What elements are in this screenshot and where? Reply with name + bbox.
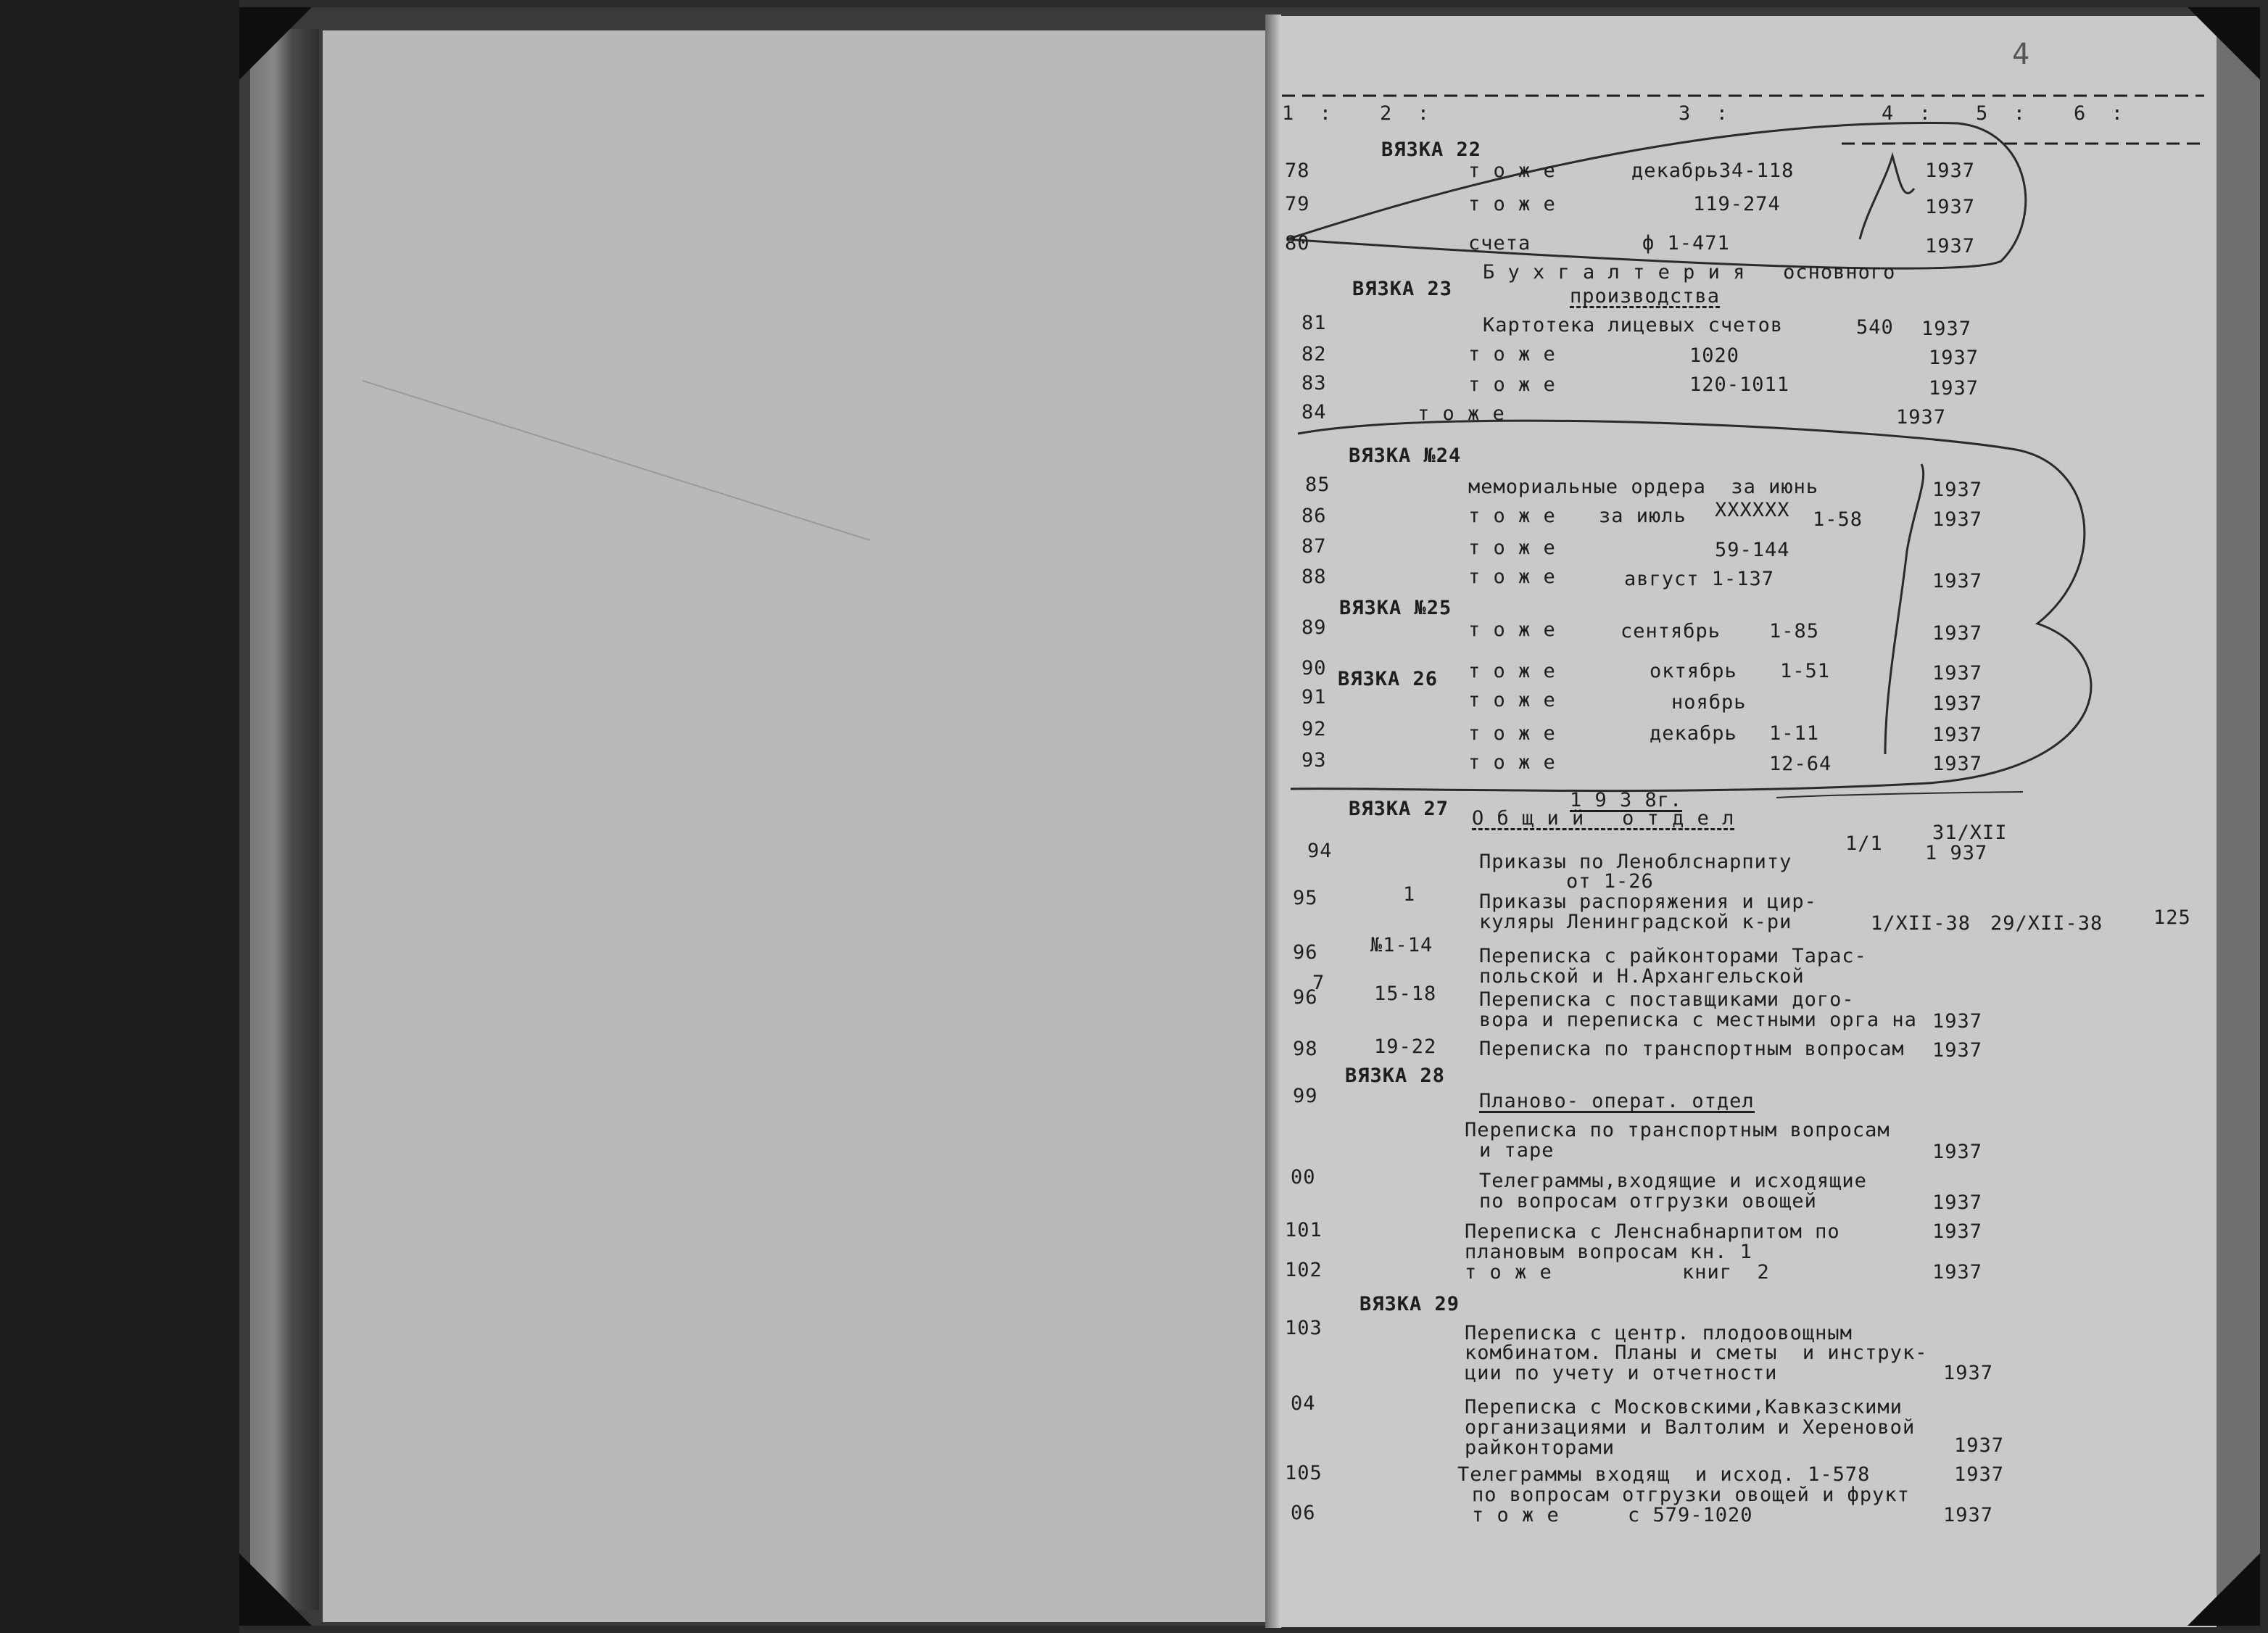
document-text: 1937: [1932, 753, 1983, 775]
document-text: 90: [1301, 657, 1327, 679]
document-text: за июль: [1599, 505, 1686, 527]
document-text: 1937: [1929, 377, 1979, 400]
document-text: Телеграммы входящ и исход. 1-578: [1457, 1463, 1871, 1486]
document-text: 1-58: [1813, 508, 1863, 531]
column-number: 1 :: [1282, 102, 1333, 125]
document-text: т о ж е: [1468, 343, 1556, 365]
document-text: 1937: [1932, 1039, 1983, 1062]
document-text: 1937: [1925, 160, 1976, 182]
document-text: 31/XII: [1932, 822, 2008, 844]
document-text: 1937: [1954, 1434, 2005, 1457]
document-text: 1937: [1932, 1220, 1983, 1243]
document-text: 1020: [1689, 344, 1740, 367]
document-text: 15-18: [1374, 983, 1437, 1005]
document-text: 94: [1307, 840, 1333, 862]
document-text: 1937: [1932, 622, 1983, 645]
document-text: 1937: [1932, 1010, 1983, 1033]
document-text: по вопросам отгрузки овощей и фрукт: [1472, 1484, 1910, 1506]
document-text: т о ж е: [1468, 660, 1556, 682]
document-text: 1 9 3 8г.: [1570, 789, 1683, 811]
document-text: №1-14: [1370, 934, 1433, 956]
corner-protector-bottom-left: [239, 1553, 312, 1626]
document-text: 81: [1301, 312, 1327, 334]
document-text: 1937: [1921, 318, 1972, 340]
document-text: 120-1011: [1689, 373, 1790, 396]
document-text: 99: [1293, 1085, 1318, 1107]
document-text: ВЯЗКА 29: [1359, 1293, 1460, 1315]
document-text: 125: [2153, 906, 2191, 929]
document-text: ВЯЗКА 22: [1381, 139, 1482, 161]
document-text: 79: [1285, 193, 1310, 215]
document-text: ВЯЗКА 23: [1352, 278, 1453, 300]
document-text: 1 937: [1925, 842, 1988, 864]
document-text: 98: [1293, 1038, 1318, 1060]
document-text: 92: [1301, 718, 1327, 740]
document-text: книг 2: [1682, 1261, 1770, 1283]
document-text: 1-51: [1780, 660, 1831, 682]
document-text: 83: [1301, 372, 1327, 394]
document-text: т о ж е: [1468, 505, 1556, 527]
document-text: комбинатом. Планы и сметы и инструк-: [1465, 1341, 1928, 1364]
document-text: 7: [1312, 972, 1325, 994]
document-text: декабрь34-118: [1631, 160, 1795, 182]
column-number: 6 :: [2074, 102, 2124, 125]
document-text: райконторами: [1465, 1436, 1615, 1459]
document-text: 119-274: [1693, 193, 1781, 215]
document-text: 1/1: [1845, 832, 1883, 855]
document-text: 1937: [1943, 1504, 1994, 1526]
document-text: 1937: [1932, 1191, 1983, 1214]
document-text: от 1-26: [1566, 870, 1654, 893]
left-page-scuff: [363, 381, 870, 540]
document-text: и таре: [1479, 1139, 1555, 1162]
document-text: 96: [1293, 941, 1318, 964]
handwritten-signature-2: [1885, 464, 1924, 754]
document-text: ВЯЗКА 28: [1345, 1064, 1446, 1087]
corner-protector-top-left: [239, 7, 312, 80]
document-text: т о ж е: [1468, 566, 1556, 588]
document-text: 04: [1291, 1392, 1316, 1415]
document-text: 59-144: [1715, 539, 1790, 561]
document-text: 1937: [1925, 235, 1976, 257]
document-text: сентябрь: [1621, 620, 1721, 642]
page-number: 4: [2012, 38, 2031, 71]
document-text: 102: [1285, 1259, 1323, 1281]
document-text: 103: [1285, 1317, 1323, 1339]
document-text: счета: [1468, 232, 1531, 255]
document-text: 1937: [1932, 1261, 1983, 1283]
document-text: т о ж е: [1418, 402, 1505, 425]
document-text: т о ж е: [1468, 160, 1556, 182]
corner-protector-bottom-right: [2188, 1553, 2260, 1626]
document-text: 1937: [1929, 347, 1979, 369]
document-text: 19-22: [1374, 1035, 1437, 1058]
document-text: Б у х г а л т е р и я основного: [1483, 261, 1896, 284]
document-text: т о ж е: [1468, 689, 1556, 711]
document-text: 105: [1285, 1462, 1323, 1484]
document-text: т о ж е: [1472, 1504, 1560, 1526]
document-text: 95: [1293, 887, 1318, 909]
document-text: производства: [1570, 285, 1721, 307]
document-text: 1937: [1932, 724, 1983, 746]
document-text: Переписка с поставщиками дого-: [1479, 988, 1855, 1011]
document-text: плановым вопросам кн. 1: [1465, 1241, 1752, 1263]
document-text: ВЯЗКА 26: [1338, 668, 1439, 690]
document-text: 1937: [1932, 508, 1983, 531]
document-text: 06: [1291, 1502, 1316, 1524]
document-text: мемориальные ордера за июнь: [1468, 476, 1819, 498]
document-text: Приказы распоряжения и цир-: [1479, 890, 1817, 913]
document-text: ции по учету и отчетности: [1465, 1362, 1778, 1384]
document-text: 78: [1285, 160, 1310, 182]
document-text: 91: [1301, 686, 1327, 708]
document-text: вора и переписка с местными орга на: [1479, 1009, 1917, 1031]
corner-protector-top-right: [2188, 7, 2260, 80]
document-text: ноябрь: [1671, 691, 1747, 714]
document-text: 85: [1305, 474, 1330, 496]
document-text: т о ж е: [1468, 537, 1556, 559]
document-text: О б щ и й о т д е л: [1472, 807, 1735, 830]
document-text: ВЯЗКА №25: [1339, 597, 1452, 619]
document-text: 1937: [1932, 479, 1983, 501]
document-text: 1: [1403, 883, 1416, 906]
document-text: ХХХХХХ: [1715, 499, 1790, 521]
document-text: 1937: [1925, 196, 1976, 218]
document-text: 1937: [1932, 1141, 1983, 1163]
document-text: т о ж е: [1465, 1261, 1552, 1283]
document-text: ВЯЗКА 27: [1349, 798, 1449, 820]
document-text: ВЯЗКА №24: [1349, 445, 1462, 467]
document-text: Переписка с Московскими,Кавказскими: [1465, 1396, 1903, 1418]
document-text: 101: [1285, 1219, 1323, 1241]
document-text: 1937: [1954, 1463, 2005, 1486]
document-text: 1937: [1932, 662, 1983, 685]
document-text: т о ж е: [1468, 751, 1556, 774]
document-text: по вопросам отгрузки овощей: [1479, 1190, 1817, 1212]
document-text: Переписка с Ленснабнарпитом по: [1465, 1220, 1840, 1243]
document-text: куляры Ленинградской к-ри: [1479, 911, 1792, 933]
document-text: Картотека лицевых счетов: [1483, 314, 1784, 336]
handwritten-stroke: [1776, 792, 2023, 798]
document-text: 00: [1291, 1166, 1316, 1188]
document-text: Приказы по Леноблснарпиту: [1479, 851, 1792, 873]
document-text: Переписка с райконторами Тарас-: [1479, 945, 1867, 967]
document-text: 1937: [1896, 406, 1947, 429]
document-text: 12-64: [1769, 753, 1832, 775]
handwritten-signature-1: [1860, 156, 1914, 239]
document-text: 29/XII-38: [1990, 912, 2103, 935]
document-text: 82: [1301, 343, 1327, 365]
document-text: т о ж е: [1468, 193, 1556, 215]
document-text: 1937: [1932, 693, 1983, 715]
document-text: 87: [1301, 535, 1327, 558]
document-text: т о ж е: [1468, 619, 1556, 641]
document-text: польской и Н.Архангельской: [1479, 965, 1805, 988]
document-text: 96: [1293, 986, 1318, 1009]
document-text: с 579-1020: [1628, 1504, 1753, 1526]
document-text: Телеграммы,входящие и исходящие: [1479, 1170, 1867, 1192]
document-text: 84: [1301, 401, 1327, 423]
document-text: 86: [1301, 505, 1327, 527]
column-number: 2 :: [1380, 102, 1431, 125]
document-text: Переписка по транспортным вопросам: [1465, 1119, 1890, 1141]
document-text: т о ж е: [1468, 722, 1556, 745]
document-text: август 1-137: [1624, 568, 1775, 590]
column-number: 4 :: [1882, 102, 1932, 125]
document-text: 1/XII-38: [1871, 912, 1971, 935]
document-text: Планово- операт. отдел: [1479, 1090, 1755, 1112]
document-text: декабрь: [1650, 722, 1737, 745]
document-text: 88: [1301, 566, 1327, 588]
document-text: 540: [1856, 316, 1894, 339]
document-text: 93: [1301, 749, 1327, 772]
document-text: октябрь: [1650, 660, 1737, 682]
column-number: 3 :: [1679, 102, 1729, 125]
document-text: 1-85: [1769, 620, 1820, 642]
document-text: Переписка с центр. плодоовощным: [1465, 1322, 1853, 1344]
document-text: 1937: [1932, 570, 1983, 592]
document-text: 80: [1285, 232, 1310, 255]
column-number: 5 :: [1976, 102, 2027, 125]
document-text: ф 1-471: [1642, 232, 1730, 255]
document-text: 1937: [1943, 1362, 1994, 1384]
document-text: т о ж е: [1468, 373, 1556, 396]
document-text: 1-11: [1769, 722, 1820, 745]
document-text: Переписка по транспортным вопросам: [1479, 1038, 1905, 1060]
document-text: 89: [1301, 616, 1327, 639]
document-text: организациями и Валтолим и Хереновой: [1465, 1416, 1916, 1439]
